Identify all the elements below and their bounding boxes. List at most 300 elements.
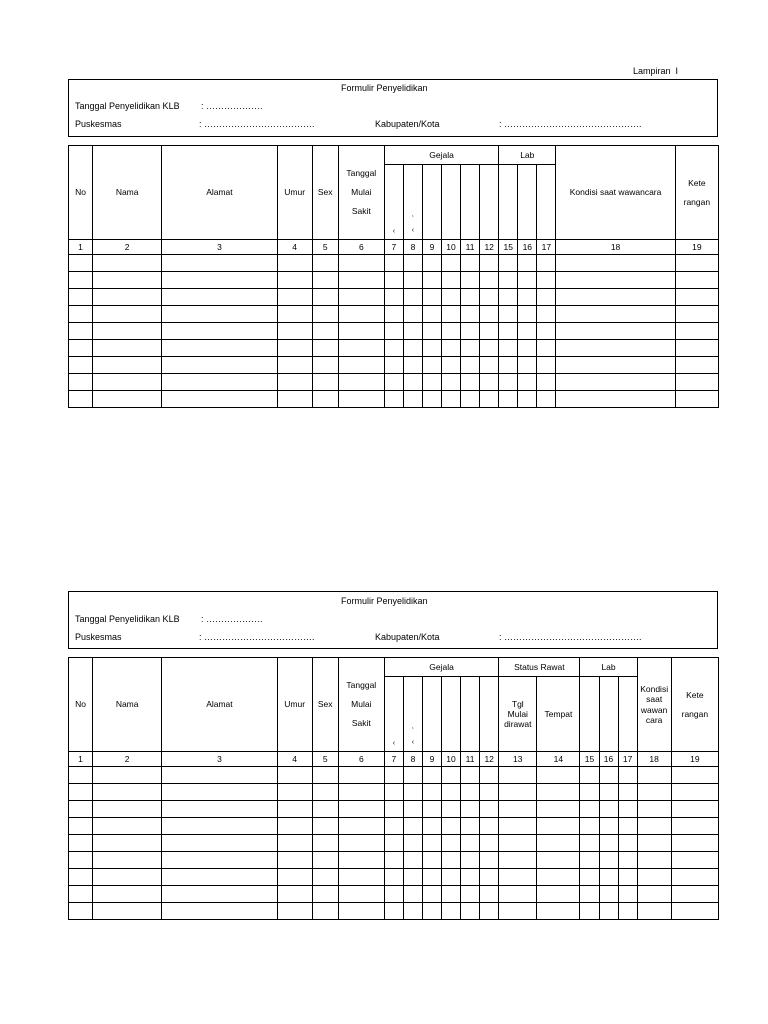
table-cell[interactable]: [162, 272, 277, 289]
table-cell[interactable]: [162, 818, 277, 835]
table-cell[interactable]: [537, 801, 580, 818]
table-cell[interactable]: [442, 323, 461, 340]
table-cell[interactable]: [556, 255, 675, 272]
table-cell[interactable]: [461, 852, 480, 869]
table-cell[interactable]: [403, 818, 422, 835]
table-cell[interactable]: [93, 801, 162, 818]
table-cell[interactable]: [442, 869, 461, 886]
table-cell[interactable]: [580, 903, 599, 920]
table-cell[interactable]: [69, 852, 93, 869]
table-cell[interactable]: [637, 835, 671, 852]
table-cell[interactable]: [537, 272, 556, 289]
table-cell[interactable]: [580, 869, 599, 886]
table-cell[interactable]: [312, 306, 338, 323]
table-cell[interactable]: [403, 886, 422, 903]
table-cell[interactable]: [338, 903, 384, 920]
table-cell[interactable]: [637, 886, 671, 903]
table-cell[interactable]: [422, 801, 441, 818]
table-cell[interactable]: [580, 784, 599, 801]
table-cell[interactable]: [480, 886, 499, 903]
table-cell[interactable]: [312, 784, 338, 801]
table-cell[interactable]: [599, 801, 618, 818]
table-cell[interactable]: [277, 272, 312, 289]
table-cell[interactable]: [93, 357, 162, 374]
table-cell[interactable]: [403, 289, 422, 306]
table-cell[interactable]: [499, 801, 537, 818]
table-cell[interactable]: [93, 767, 162, 784]
table-cell[interactable]: [675, 272, 718, 289]
table-cell[interactable]: [384, 784, 403, 801]
table-cell[interactable]: [338, 784, 384, 801]
table-cell[interactable]: [442, 835, 461, 852]
table-cell[interactable]: [537, 340, 556, 357]
table-cell[interactable]: [277, 374, 312, 391]
table-cell[interactable]: [461, 767, 480, 784]
table-cell[interactable]: [637, 784, 671, 801]
table-cell[interactable]: [480, 852, 499, 869]
table-cell[interactable]: [442, 903, 461, 920]
table-cell[interactable]: [537, 391, 556, 408]
table-cell[interactable]: [312, 374, 338, 391]
table-cell[interactable]: [384, 323, 403, 340]
table-cell[interactable]: [93, 374, 162, 391]
table-cell[interactable]: [162, 784, 277, 801]
table-cell[interactable]: [403, 323, 422, 340]
table-cell[interactable]: [580, 767, 599, 784]
table-cell[interactable]: [162, 903, 277, 920]
table-cell[interactable]: [537, 255, 556, 272]
table-cell[interactable]: [675, 340, 718, 357]
table-cell[interactable]: [499, 289, 518, 306]
table-cell[interactable]: [93, 869, 162, 886]
table-cell[interactable]: [384, 306, 403, 323]
table-cell[interactable]: [422, 323, 441, 340]
table-cell[interactable]: [312, 869, 338, 886]
table-cell[interactable]: [499, 784, 537, 801]
table-cell[interactable]: [338, 255, 384, 272]
table-cell[interactable]: [461, 340, 480, 357]
table-cell[interactable]: [403, 357, 422, 374]
table-cell[interactable]: [422, 374, 441, 391]
table-cell[interactable]: [556, 357, 675, 374]
table-cell[interactable]: [312, 255, 338, 272]
table-cell[interactable]: [599, 818, 618, 835]
table-cell[interactable]: [162, 340, 277, 357]
table-cell[interactable]: [277, 255, 312, 272]
table-cell[interactable]: [442, 306, 461, 323]
table-cell[interactable]: [312, 272, 338, 289]
table-cell[interactable]: [312, 340, 338, 357]
table-cell[interactable]: [338, 835, 384, 852]
table-cell[interactable]: [461, 886, 480, 903]
table-cell[interactable]: [480, 818, 499, 835]
table-cell[interactable]: [499, 835, 537, 852]
table-cell[interactable]: [162, 323, 277, 340]
table-cell[interactable]: [671, 818, 718, 835]
table-cell[interactable]: [384, 374, 403, 391]
table-cell[interactable]: [518, 323, 537, 340]
table-cell[interactable]: [599, 886, 618, 903]
table-cell[interactable]: [580, 852, 599, 869]
table-cell[interactable]: [442, 272, 461, 289]
table-cell[interactable]: [162, 835, 277, 852]
table-cell[interactable]: [162, 801, 277, 818]
table-cell[interactable]: [69, 323, 93, 340]
table-cell[interactable]: [480, 306, 499, 323]
table-cell[interactable]: [580, 886, 599, 903]
table-cell[interactable]: [537, 869, 580, 886]
table-cell[interactable]: [537, 289, 556, 306]
table-cell[interactable]: [422, 903, 441, 920]
table-cell[interactable]: [338, 818, 384, 835]
table-cell[interactable]: [384, 818, 403, 835]
table-cell[interactable]: [403, 852, 422, 869]
table-cell[interactable]: [277, 340, 312, 357]
table-cell[interactable]: [599, 767, 618, 784]
table-cell[interactable]: [422, 289, 441, 306]
table-cell[interactable]: [618, 835, 637, 852]
table-cell[interactable]: [338, 374, 384, 391]
table-cell[interactable]: [618, 818, 637, 835]
table-cell[interactable]: [556, 306, 675, 323]
table-cell[interactable]: [162, 289, 277, 306]
table-cell[interactable]: [312, 903, 338, 920]
table-cell[interactable]: [422, 852, 441, 869]
table-cell[interactable]: [422, 306, 441, 323]
table-cell[interactable]: [312, 801, 338, 818]
table-cell[interactable]: [618, 869, 637, 886]
table-cell[interactable]: [442, 801, 461, 818]
table-cell[interactable]: [599, 869, 618, 886]
table-cell[interactable]: [461, 357, 480, 374]
table-cell[interactable]: [675, 323, 718, 340]
table-cell[interactable]: [312, 391, 338, 408]
table-cell[interactable]: [499, 767, 537, 784]
table-cell[interactable]: [671, 767, 718, 784]
table-cell[interactable]: [312, 886, 338, 903]
table-cell[interactable]: [499, 340, 518, 357]
table-cell[interactable]: [384, 886, 403, 903]
table-cell[interactable]: [162, 869, 277, 886]
table-cell[interactable]: [537, 357, 556, 374]
table-cell[interactable]: [69, 272, 93, 289]
table-cell[interactable]: [461, 801, 480, 818]
table-cell[interactable]: [162, 374, 277, 391]
table-cell[interactable]: [277, 767, 312, 784]
table-cell[interactable]: [403, 272, 422, 289]
table-cell[interactable]: [537, 886, 580, 903]
table-cell[interactable]: [518, 289, 537, 306]
table-cell[interactable]: [618, 903, 637, 920]
table-cell[interactable]: [69, 289, 93, 306]
table-cell[interactable]: [442, 784, 461, 801]
table-cell[interactable]: [637, 903, 671, 920]
table-cell[interactable]: [499, 306, 518, 323]
table-cell[interactable]: [537, 323, 556, 340]
table-cell[interactable]: [518, 340, 537, 357]
table-cell[interactable]: [442, 852, 461, 869]
table-cell[interactable]: [499, 818, 537, 835]
table-cell[interactable]: [69, 869, 93, 886]
table-cell[interactable]: [312, 357, 338, 374]
table-cell[interactable]: [384, 340, 403, 357]
table-cell[interactable]: [69, 818, 93, 835]
table-cell[interactable]: [637, 818, 671, 835]
table-cell[interactable]: [461, 289, 480, 306]
table-cell[interactable]: [461, 391, 480, 408]
table-cell[interactable]: [69, 374, 93, 391]
table-cell[interactable]: [403, 767, 422, 784]
table-cell[interactable]: [518, 306, 537, 323]
table-cell[interactable]: [618, 852, 637, 869]
table-cell[interactable]: [403, 306, 422, 323]
table-cell[interactable]: [69, 835, 93, 852]
table-cell[interactable]: [422, 818, 441, 835]
table-cell[interactable]: [537, 903, 580, 920]
table-cell[interactable]: [480, 289, 499, 306]
table-cell[interactable]: [499, 903, 537, 920]
table-cell[interactable]: [384, 391, 403, 408]
table-cell[interactable]: [599, 835, 618, 852]
table-cell[interactable]: [338, 289, 384, 306]
table-cell[interactable]: [312, 835, 338, 852]
table-cell[interactable]: [537, 767, 580, 784]
table-cell[interactable]: [556, 374, 675, 391]
table-cell[interactable]: [384, 289, 403, 306]
table-cell[interactable]: [93, 818, 162, 835]
table-cell[interactable]: [518, 255, 537, 272]
table-cell[interactable]: [556, 272, 675, 289]
table-cell[interactable]: [384, 903, 403, 920]
table-cell[interactable]: [69, 391, 93, 408]
table-cell[interactable]: [671, 784, 718, 801]
table-cell[interactable]: [518, 357, 537, 374]
table-cell[interactable]: [312, 767, 338, 784]
table-cell[interactable]: [537, 852, 580, 869]
table-cell[interactable]: [312, 289, 338, 306]
table-cell[interactable]: [384, 835, 403, 852]
table-cell[interactable]: [384, 852, 403, 869]
table-cell[interactable]: [403, 784, 422, 801]
table-cell[interactable]: [461, 835, 480, 852]
table-cell[interactable]: [499, 869, 537, 886]
table-cell[interactable]: [69, 340, 93, 357]
table-cell[interactable]: [675, 306, 718, 323]
table-cell[interactable]: [675, 357, 718, 374]
table-cell[interactable]: [499, 852, 537, 869]
table-cell[interactable]: [480, 784, 499, 801]
table-cell[interactable]: [93, 886, 162, 903]
table-cell[interactable]: [518, 391, 537, 408]
table-cell[interactable]: [442, 886, 461, 903]
table-cell[interactable]: [69, 886, 93, 903]
table-cell[interactable]: [480, 357, 499, 374]
table-cell[interactable]: [422, 835, 441, 852]
table-cell[interactable]: [671, 801, 718, 818]
table-cell[interactable]: [384, 869, 403, 886]
table-cell[interactable]: [580, 835, 599, 852]
table-cell[interactable]: [461, 272, 480, 289]
table-cell[interactable]: [422, 357, 441, 374]
table-cell[interactable]: [599, 852, 618, 869]
table-cell[interactable]: [461, 323, 480, 340]
table-cell[interactable]: [675, 255, 718, 272]
table-cell[interactable]: [69, 357, 93, 374]
table-cell[interactable]: [403, 340, 422, 357]
table-cell[interactable]: [499, 323, 518, 340]
table-cell[interactable]: [518, 374, 537, 391]
table-cell[interactable]: [93, 289, 162, 306]
table-cell[interactable]: [537, 306, 556, 323]
table-cell[interactable]: [69, 784, 93, 801]
table-cell[interactable]: [618, 767, 637, 784]
table-cell[interactable]: [338, 767, 384, 784]
table-cell[interactable]: [480, 272, 499, 289]
table-cell[interactable]: [277, 886, 312, 903]
table-cell[interactable]: [422, 784, 441, 801]
table-cell[interactable]: [338, 869, 384, 886]
table-cell[interactable]: [277, 784, 312, 801]
table-cell[interactable]: [442, 357, 461, 374]
table-cell[interactable]: [403, 801, 422, 818]
table-cell[interactable]: [461, 818, 480, 835]
table-cell[interactable]: [69, 255, 93, 272]
table-cell[interactable]: [499, 272, 518, 289]
table-cell[interactable]: [671, 886, 718, 903]
table-cell[interactable]: [499, 391, 518, 408]
table-cell[interactable]: [499, 374, 518, 391]
table-cell[interactable]: [499, 255, 518, 272]
table-cell[interactable]: [422, 272, 441, 289]
table-cell[interactable]: [384, 255, 403, 272]
table-cell[interactable]: [671, 852, 718, 869]
table-cell[interactable]: [312, 852, 338, 869]
table-cell[interactable]: [384, 357, 403, 374]
table-cell[interactable]: [637, 869, 671, 886]
table-cell[interactable]: [480, 391, 499, 408]
table-cell[interactable]: [422, 869, 441, 886]
table-cell[interactable]: [69, 903, 93, 920]
table-cell[interactable]: [480, 374, 499, 391]
table-cell[interactable]: [480, 801, 499, 818]
table-cell[interactable]: [93, 323, 162, 340]
table-cell[interactable]: [618, 801, 637, 818]
table-cell[interactable]: [69, 767, 93, 784]
table-cell[interactable]: [618, 886, 637, 903]
table-cell[interactable]: [580, 818, 599, 835]
table-cell[interactable]: [461, 869, 480, 886]
table-cell[interactable]: [312, 818, 338, 835]
table-cell[interactable]: [403, 835, 422, 852]
table-cell[interactable]: [599, 903, 618, 920]
table-cell[interactable]: [480, 903, 499, 920]
table-cell[interactable]: [277, 852, 312, 869]
table-cell[interactable]: [277, 801, 312, 818]
table-cell[interactable]: [69, 306, 93, 323]
table-cell[interactable]: [312, 323, 338, 340]
table-cell[interactable]: [69, 801, 93, 818]
table-cell[interactable]: [384, 767, 403, 784]
table-cell[interactable]: [338, 306, 384, 323]
table-cell[interactable]: [461, 903, 480, 920]
table-cell[interactable]: [480, 869, 499, 886]
table-cell[interactable]: [480, 767, 499, 784]
table-cell[interactable]: [537, 374, 556, 391]
table-cell[interactable]: [675, 391, 718, 408]
table-cell[interactable]: [599, 784, 618, 801]
table-cell[interactable]: [93, 852, 162, 869]
table-cell[interactable]: [277, 869, 312, 886]
table-cell[interactable]: [162, 767, 277, 784]
table-cell[interactable]: [461, 255, 480, 272]
table-cell[interactable]: [162, 886, 277, 903]
table-cell[interactable]: [422, 767, 441, 784]
table-cell[interactable]: [422, 255, 441, 272]
table-cell[interactable]: [580, 801, 599, 818]
table-cell[interactable]: [461, 784, 480, 801]
table-cell[interactable]: [422, 886, 441, 903]
table-cell[interactable]: [442, 767, 461, 784]
table-cell[interactable]: [480, 255, 499, 272]
table-cell[interactable]: [556, 391, 675, 408]
table-cell[interactable]: [556, 340, 675, 357]
table-cell[interactable]: [162, 255, 277, 272]
table-cell[interactable]: [480, 835, 499, 852]
table-cell[interactable]: [671, 903, 718, 920]
table-cell[interactable]: [338, 340, 384, 357]
table-cell[interactable]: [162, 357, 277, 374]
table-cell[interactable]: [338, 272, 384, 289]
table-cell[interactable]: [442, 818, 461, 835]
table-cell[interactable]: [403, 255, 422, 272]
table-cell[interactable]: [277, 323, 312, 340]
table-cell[interactable]: [442, 391, 461, 408]
table-cell[interactable]: [403, 903, 422, 920]
table-cell[interactable]: [637, 852, 671, 869]
table-cell[interactable]: [338, 852, 384, 869]
table-cell[interactable]: [277, 835, 312, 852]
table-cell[interactable]: [675, 289, 718, 306]
table-cell[interactable]: [162, 306, 277, 323]
table-cell[interactable]: [93, 255, 162, 272]
table-cell[interactable]: [556, 323, 675, 340]
table-cell[interactable]: [277, 306, 312, 323]
table-cell[interactable]: [518, 272, 537, 289]
table-cell[interactable]: [277, 818, 312, 835]
table-cell[interactable]: [422, 391, 441, 408]
table-cell[interactable]: [556, 289, 675, 306]
table-cell[interactable]: [442, 289, 461, 306]
table-cell[interactable]: [338, 801, 384, 818]
table-cell[interactable]: [277, 289, 312, 306]
table-cell[interactable]: [93, 835, 162, 852]
table-cell[interactable]: [338, 391, 384, 408]
table-cell[interactable]: [442, 374, 461, 391]
table-cell[interactable]: [277, 391, 312, 408]
table-cell[interactable]: [537, 784, 580, 801]
table-cell[interactable]: [637, 767, 671, 784]
table-cell[interactable]: [162, 852, 277, 869]
table-cell[interactable]: [480, 323, 499, 340]
table-cell[interactable]: [403, 374, 422, 391]
table-cell[interactable]: [93, 784, 162, 801]
table-cell[interactable]: [499, 886, 537, 903]
table-cell[interactable]: [93, 306, 162, 323]
table-cell[interactable]: [618, 784, 637, 801]
table-cell[interactable]: [403, 391, 422, 408]
table-cell[interactable]: [671, 835, 718, 852]
table-cell[interactable]: [338, 886, 384, 903]
